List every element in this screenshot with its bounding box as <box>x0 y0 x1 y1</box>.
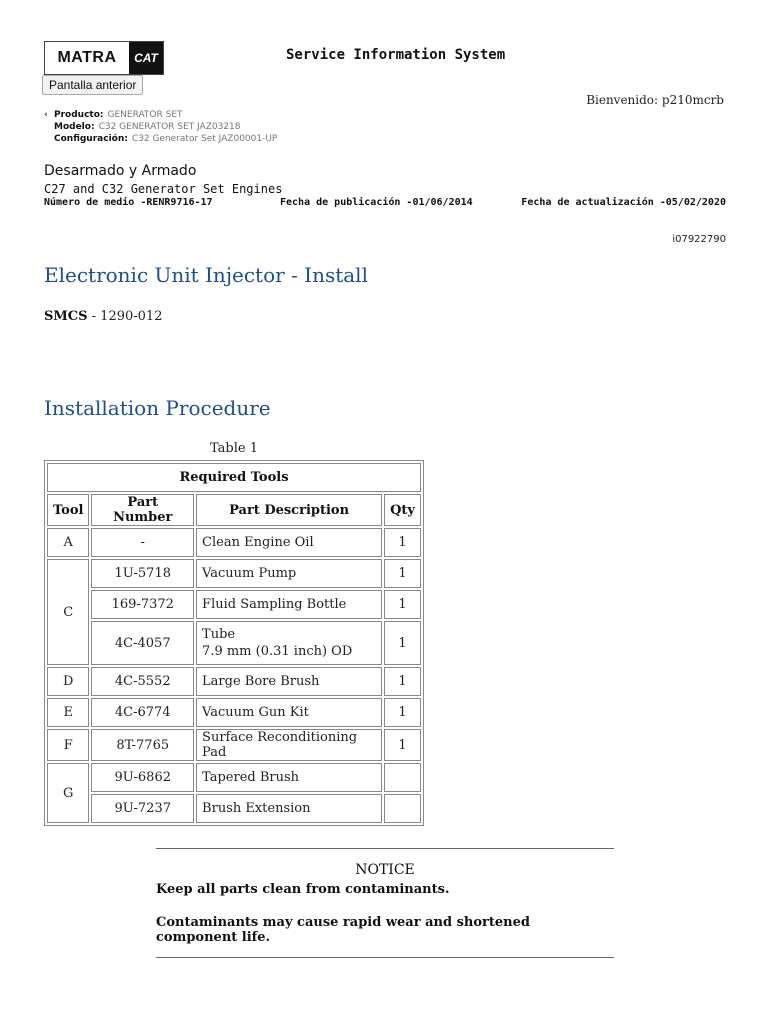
part-number-cell: 9U-7237 <box>91 794 194 823</box>
chevron-left-icon[interactable]: ‹ <box>44 110 48 120</box>
notice-line-2: Contaminants may cause rapid wear and shortened component life. <box>156 915 530 945</box>
part-description-line: Tube <box>202 627 236 642</box>
product-info <box>44 109 277 145</box>
tool-cell: A <box>47 528 89 557</box>
media-number: Número de medio -RENR9716-17 <box>44 197 213 208</box>
configuracion-label: Configuración: <box>54 134 128 144</box>
header-part-description: Part Description <box>196 494 382 526</box>
document-id: i07922790 <box>672 234 726 245</box>
qty-cell: 1 <box>384 729 421 761</box>
producto-label: Producto: <box>54 110 104 120</box>
modelo-label: Modelo: <box>54 122 95 132</box>
table-row <box>47 559 421 588</box>
update-date: Fecha de actualización -05/02/2020 <box>521 197 726 208</box>
page-title: Electronic Unit Injector - Install <box>44 263 368 287</box>
modelo-value: C32 GENERATOR SET JAZ03218 <box>98 122 241 132</box>
tool-cell: E <box>47 698 89 727</box>
table-row <box>47 528 421 557</box>
table-row <box>47 698 421 727</box>
previous-screen-button[interactable]: Pantalla anterior <box>42 75 143 95</box>
logo-matra-text: MATRA <box>57 49 117 66</box>
tool-cell: G <box>47 763 89 823</box>
required-tools-table <box>44 460 424 826</box>
part-description-cell: Clean Engine Oil <box>196 528 382 557</box>
table-row <box>47 667 421 696</box>
part-number-cell: 4C-4057 <box>91 621 194 665</box>
part-description-cell: Fluid Sampling Bottle <box>196 590 382 619</box>
part-description-cell: Brush Extension <box>196 794 382 823</box>
qty-cell: 1 <box>384 590 421 619</box>
smcs-label: SMCS <box>44 309 88 324</box>
part-number-cell: 4C-5552 <box>91 667 194 696</box>
welcome-text: Bienvenido: p210mcrb <box>586 93 724 107</box>
part-number-cell: 8T-7765 <box>91 729 194 761</box>
table-row <box>47 794 421 823</box>
document-type: Desarmado y Armado <box>44 163 197 179</box>
qty-cell: 1 <box>384 621 421 665</box>
notice-bottom-divider <box>156 957 614 958</box>
table-row <box>47 621 421 665</box>
tool-cell: C <box>47 559 89 665</box>
part-number-cell: 9U-6862 <box>91 763 194 792</box>
qty-cell: 1 <box>384 528 421 557</box>
tool-cell: D <box>47 667 89 696</box>
section-title: Installation Procedure <box>44 396 271 420</box>
notice-title: NOTICE <box>355 862 415 878</box>
logo-cat-badge: CAT <box>129 42 163 74</box>
part-description-cell: Tapered Brush <box>196 763 382 792</box>
configuracion-value: C32 Generator Set JAZ00001-UP <box>131 134 278 144</box>
part-description-cell: Vacuum Gun Kit <box>196 698 382 727</box>
part-number-cell: 4C-6774 <box>91 698 194 727</box>
document-title: C27 and C32 Generator Set Engines <box>44 182 283 196</box>
header-qty: Qty <box>384 494 421 526</box>
part-description-cell <box>196 621 382 665</box>
part-number-cell: 169-7372 <box>91 590 194 619</box>
table-row <box>47 729 421 761</box>
part-number-cell: - <box>91 528 194 557</box>
part-description-line: 7.9 mm (0.31 inch) OD <box>202 644 353 659</box>
notice-top-divider <box>156 848 614 849</box>
smcs-code <box>44 309 162 324</box>
matra-cat-logo <box>44 41 164 75</box>
part-description-cell: Vacuum Pump <box>196 559 382 588</box>
qty-cell <box>384 763 421 792</box>
smcs-value: - 1290-012 <box>87 309 163 324</box>
part-description-cell: Surface Reconditioning Pad <box>196 729 382 761</box>
qty-cell: 1 <box>384 698 421 727</box>
publication-date: Fecha de publicación -01/06/2014 <box>280 197 473 208</box>
qty-cell: 1 <box>384 667 421 696</box>
producto-value: GENERATOR SET <box>107 110 183 120</box>
part-number-cell: 1U-5718 <box>91 559 194 588</box>
table-row <box>47 590 421 619</box>
qty-cell: 1 <box>384 559 421 588</box>
notice-line-1: Keep all parts clean from contaminants. <box>156 882 450 897</box>
table-title: Required Tools <box>47 463 421 492</box>
qty-cell <box>384 794 421 823</box>
table-row <box>47 763 421 792</box>
tool-cell: F <box>47 729 89 761</box>
header-part-number: Part Number <box>91 494 194 526</box>
part-description-cell: Large Bore Brush <box>196 667 382 696</box>
header-tool: Tool <box>47 494 89 526</box>
table-caption: Table 1 <box>210 441 258 456</box>
system-title: Service Information System <box>286 47 506 63</box>
notice-box <box>156 848 614 958</box>
